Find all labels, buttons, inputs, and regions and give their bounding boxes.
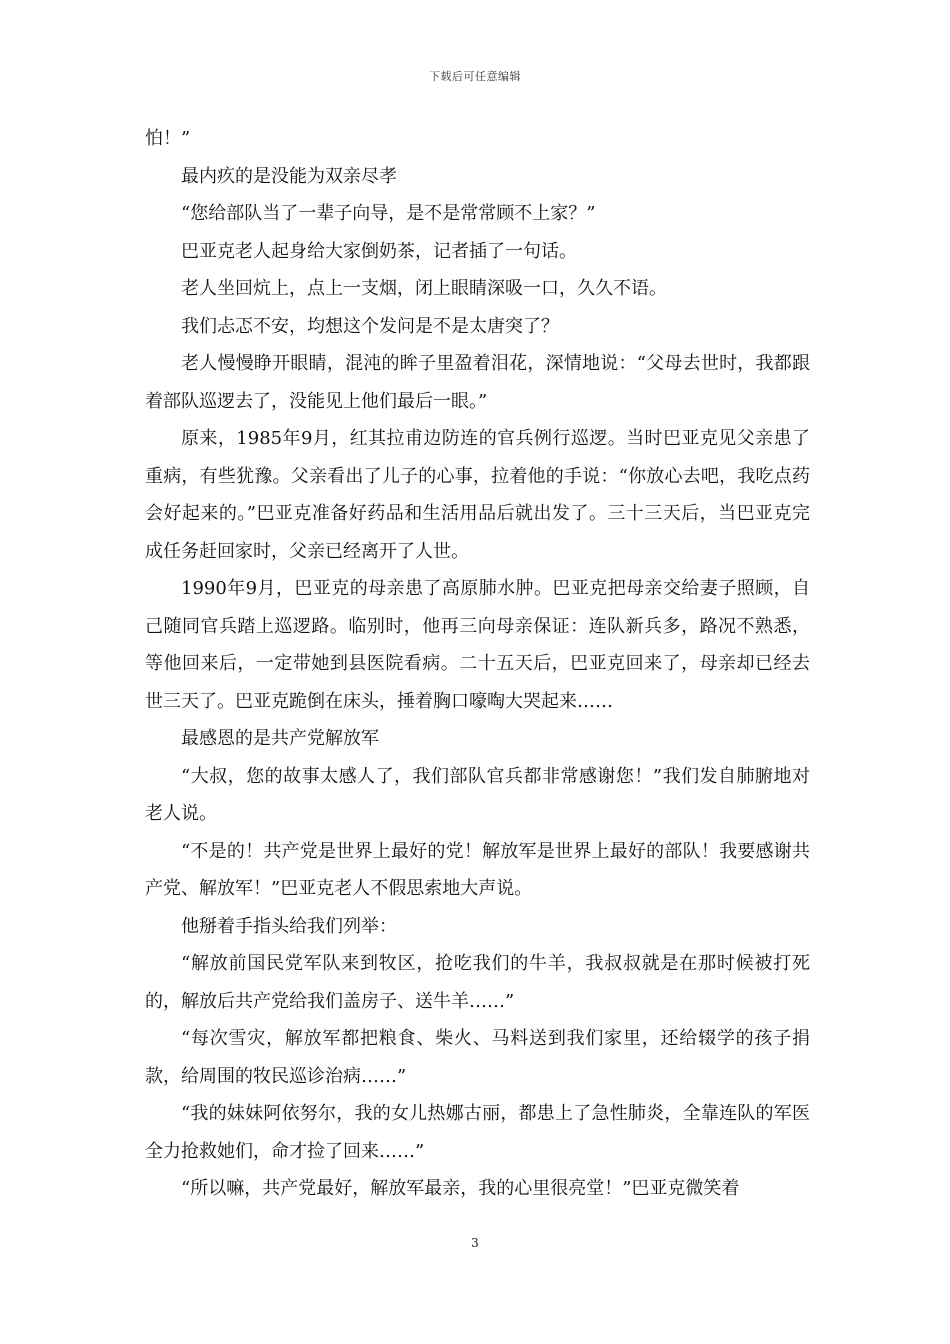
paragraph: “我的妹妹阿依努尔，我的女儿热娜古丽，都患上了急性肺炎，全靠连队的军医全力抢救她们，命才捡了回来……” [145,1103,810,1162]
page-number: 3 [471,1236,479,1250]
paragraph: 原来，1985年9月，红其拉甫边防连的官兵例行巡逻。当时巴亚克见父亲患了重病，有些犹豫。父亲看出了儿子的心事，拉着他的手说：“你放心去吧，我吃点药会好起来的。”巴亚克准备好药品和生活用品后就出发了。三十三天后，当巴亚克完成任务赶回家时，父亲已经离开了人世。 [145,428,810,562]
paragraph: 老人坐回炕上，点上一支烟，闭上眼睛深吸一口，久久不语。 [181,278,667,299]
document-body [145,120,810,1208]
paragraph: “所以嘛，共产党最好，解放军最亲，我的心里很亮堂！”巴亚克微笑着 [181,1178,740,1199]
section-heading: 最感恩的是共产党解放军 [181,728,379,749]
paragraph: “不是的！共产党是世界上最好的党！解放军是世界上最好的部队！我要感谢共产党、解放军！”巴亚克老人不假思索地大声说。 [145,840,810,899]
page-header: 下载后可任意编辑 [429,70,521,83]
paragraph: 老人慢慢睁开眼睛，混沌的眸子里盈着泪花，深情地说：“父母去世时，我都跟着部队巡逻去了，没能见上他们最后一眼。” [145,353,810,412]
section-heading: 最内疚的是没能为双亲尽孝 [181,165,397,187]
paragraph: “您给部队当了一辈子向导，是不是常常顾不上家？” [181,203,596,224]
paragraph: 1990年9月，巴亚克的母亲患了高原肺水肿。巴亚克把母亲交给妻子照顾，自己随同官兵踏上巡逻路。临别时，他再三向母亲保证：连队新兵多，路况不熟悉，等他回来后，一定带她到县医院看病。二十五天后，巴亚克回来了，母亲却已经去世三天了。巴亚克跪倒在床头，捶着胸口嚎啕大哭起来…… [145,578,810,712]
paragraph: 怕！” [145,128,191,149]
paragraph: “大叔，您的故事太感人了，我们部队官兵都非常感谢您！”我们发自肺腑地对老人说。 [145,765,810,824]
paragraph: 巴亚克老人起身给大家倒奶茶，记者插了一句话。 [181,240,577,262]
paragraph: “解放前国民党军队来到牧区，抢吃我们的牛羊，我叔叔就是在那时候被打死的，解放后共产党给我们盖房子、送牛羊……” [145,953,810,1012]
paragraph: 我们忐忑不安，均想这个发问是不是太唐突了？ [181,315,559,337]
paragraph: 他掰着手指头给我们列举： [181,915,397,937]
paragraph: “每次雪灾，解放军都把粮食、柴火、马料送到我们家里，还给辍学的孩子捐款，给周围的牧民巡诊治病……” [145,1028,810,1087]
